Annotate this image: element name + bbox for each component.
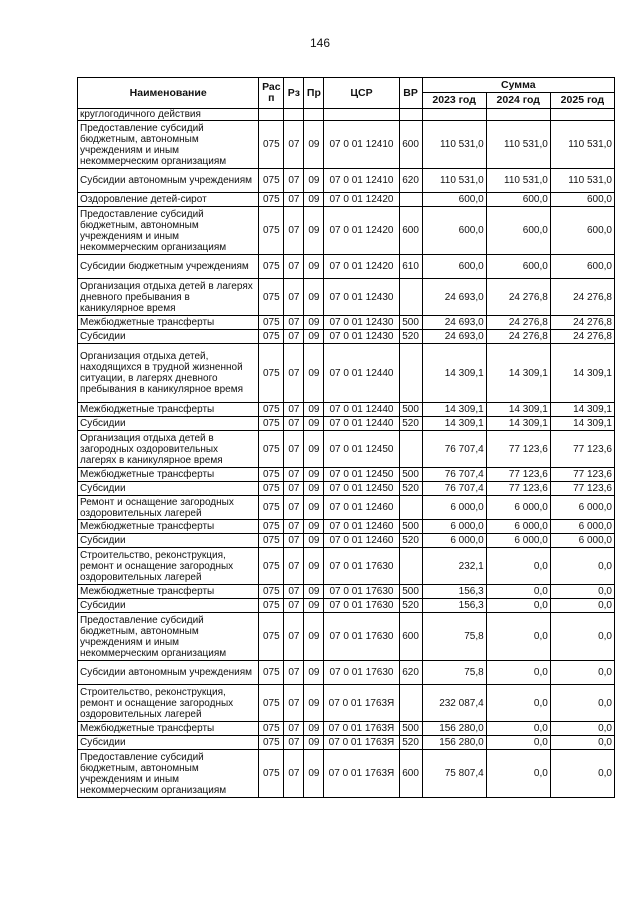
row-csr: 07 0 01 17630 — [324, 585, 399, 599]
row-rasp — [259, 109, 284, 121]
row-2023: 6 000,0 — [422, 496, 486, 520]
row-2024: 6 000,0 — [486, 534, 550, 548]
row-rz: 07 — [284, 613, 304, 661]
row-csr: 07 0 01 12460 — [324, 520, 399, 534]
header-rz: Рз — [284, 78, 304, 109]
row-rasp: 075 — [259, 685, 284, 722]
row-rz — [284, 109, 304, 121]
row-rz: 07 — [284, 316, 304, 330]
row-2025: 0,0 — [550, 685, 614, 722]
row-vr — [399, 685, 422, 722]
row-name: круглогодичного действия — [78, 109, 259, 121]
row-csr: 07 0 01 12440 — [324, 417, 399, 431]
row-pr: 09 — [304, 482, 324, 496]
row-rasp: 075 — [259, 193, 284, 207]
row-2025: 24 276,8 — [550, 279, 614, 316]
table-row — [78, 661, 615, 685]
row-2024: 600,0 — [486, 207, 550, 255]
row-2023: 14 309,1 — [422, 417, 486, 431]
row-pr: 09 — [304, 193, 324, 207]
table-row — [78, 193, 615, 207]
row-rz: 07 — [284, 207, 304, 255]
row-2025: 14 309,1 — [550, 403, 614, 417]
table-row — [78, 750, 615, 798]
table-row — [78, 736, 615, 750]
row-pr: 09 — [304, 496, 324, 520]
row-2024: 0,0 — [486, 750, 550, 798]
row-rz: 07 — [284, 193, 304, 207]
row-2024: 6 000,0 — [486, 496, 550, 520]
row-2025: 0,0 — [550, 548, 614, 585]
header-pr: Пр — [304, 78, 324, 109]
table-row — [78, 585, 615, 599]
row-2024: 110 531,0 — [486, 121, 550, 169]
row-pr: 09 — [304, 750, 324, 798]
row-2025: 24 276,8 — [550, 316, 614, 330]
table-row — [78, 548, 615, 585]
row-name: Межбюджетные трансферты — [78, 468, 259, 482]
table-row — [78, 431, 615, 468]
row-2025: 0,0 — [550, 599, 614, 613]
row-pr: 09 — [304, 431, 324, 468]
row-pr: 09 — [304, 417, 324, 431]
row-2025: 6 000,0 — [550, 534, 614, 548]
row-2023: 600,0 — [422, 207, 486, 255]
row-csr: 07 0 01 12430 — [324, 330, 399, 344]
row-name: Межбюджетные трансферты — [78, 585, 259, 599]
row-2024: 6 000,0 — [486, 520, 550, 534]
row-csr: 07 0 01 12440 — [324, 344, 399, 403]
row-rasp: 075 — [259, 431, 284, 468]
table-row — [78, 403, 615, 417]
row-name: Организация отдыха детей, находящихся в трудной жизненной ситуации, в лагерях дневного пребывания в каникулярное время — [78, 344, 259, 403]
row-rasp: 075 — [259, 736, 284, 750]
table-row — [78, 121, 615, 169]
row-2025: 0,0 — [550, 613, 614, 661]
row-pr: 09 — [304, 685, 324, 722]
row-pr: 09 — [304, 520, 324, 534]
row-name: Межбюджетные трансферты — [78, 316, 259, 330]
header-2025: 2025 год — [550, 93, 614, 109]
row-2023: 110 531,0 — [422, 169, 486, 193]
row-pr: 09 — [304, 403, 324, 417]
row-2023: 232,1 — [422, 548, 486, 585]
row-rasp: 075 — [259, 121, 284, 169]
row-2024: 0,0 — [486, 613, 550, 661]
row-name: Межбюджетные трансферты — [78, 722, 259, 736]
row-csr: 07 0 01 12450 — [324, 431, 399, 468]
row-2025: 14 309,1 — [550, 417, 614, 431]
row-2024: 600,0 — [486, 255, 550, 279]
row-2024 — [486, 109, 550, 121]
row-2025: 0,0 — [550, 722, 614, 736]
row-vr: 520 — [399, 534, 422, 548]
row-pr: 09 — [304, 661, 324, 685]
row-rz: 07 — [284, 496, 304, 520]
row-csr: 07 0 01 12420 — [324, 255, 399, 279]
row-2024: 0,0 — [486, 736, 550, 750]
row-rz: 07 — [284, 599, 304, 613]
row-csr: 07 0 01 12430 — [324, 279, 399, 316]
table-row — [78, 534, 615, 548]
row-csr: 07 0 01 1763Я — [324, 750, 399, 798]
row-vr: 600 — [399, 750, 422, 798]
row-csr: 07 0 01 17630 — [324, 548, 399, 585]
row-2025: 0,0 — [550, 736, 614, 750]
row-vr: 500 — [399, 468, 422, 482]
row-vr: 600 — [399, 207, 422, 255]
budget-table — [77, 77, 615, 798]
table-row — [78, 255, 615, 279]
row-rz: 07 — [284, 482, 304, 496]
header-vr: ВР — [399, 78, 422, 109]
row-2024: 24 276,8 — [486, 330, 550, 344]
table-row — [78, 613, 615, 661]
row-vr: 500 — [399, 520, 422, 534]
row-2023: 156 280,0 — [422, 722, 486, 736]
row-vr — [399, 496, 422, 520]
row-name: Предоставление субсидий бюджетным, автономным учреждениям и иным некоммерческим организациям — [78, 750, 259, 798]
header-2023: 2023 год — [422, 93, 486, 109]
row-rasp: 075 — [259, 722, 284, 736]
row-2025: 110 531,0 — [550, 169, 614, 193]
row-vr: 500 — [399, 403, 422, 417]
row-pr: 09 — [304, 169, 324, 193]
row-pr: 09 — [304, 344, 324, 403]
row-2025: 600,0 — [550, 193, 614, 207]
row-rz: 07 — [284, 534, 304, 548]
row-pr: 09 — [304, 330, 324, 344]
row-2023: 600,0 — [422, 193, 486, 207]
row-rz: 07 — [284, 661, 304, 685]
row-rz: 07 — [284, 585, 304, 599]
row-rasp: 075 — [259, 279, 284, 316]
row-2024: 0,0 — [486, 599, 550, 613]
header-rasp: Рас п — [259, 78, 284, 109]
row-vr — [399, 109, 422, 121]
row-2025: 0,0 — [550, 750, 614, 798]
table-row — [78, 417, 615, 431]
row-2023: 75,8 — [422, 613, 486, 661]
row-rz: 07 — [284, 431, 304, 468]
row-vr: 520 — [399, 736, 422, 750]
row-name: Субсидии — [78, 599, 259, 613]
row-csr: 07 0 01 1763Я — [324, 736, 399, 750]
row-rz: 07 — [284, 169, 304, 193]
row-2024: 0,0 — [486, 722, 550, 736]
row-rz: 07 — [284, 722, 304, 736]
row-vr — [399, 548, 422, 585]
row-rz: 07 — [284, 344, 304, 403]
row-csr — [324, 109, 399, 121]
row-2023: 76 707,4 — [422, 482, 486, 496]
row-2023: 75,8 — [422, 661, 486, 685]
row-2023: 6 000,0 — [422, 520, 486, 534]
row-2023 — [422, 109, 486, 121]
row-vr: 520 — [399, 599, 422, 613]
row-2025: 600,0 — [550, 207, 614, 255]
row-name: Ремонт и оснащение загородных оздоровительных лагерей — [78, 496, 259, 520]
row-name: Оздоровление детей-сирот — [78, 193, 259, 207]
row-2025: 0,0 — [550, 585, 614, 599]
table-body — [78, 109, 615, 798]
row-csr: 07 0 01 17630 — [324, 613, 399, 661]
row-csr: 07 0 01 12420 — [324, 207, 399, 255]
row-vr — [399, 193, 422, 207]
row-csr: 07 0 01 12410 — [324, 121, 399, 169]
row-pr: 09 — [304, 534, 324, 548]
row-2025: 77 123,6 — [550, 468, 614, 482]
row-name: Субсидии — [78, 736, 259, 750]
row-rasp: 075 — [259, 316, 284, 330]
row-2024: 0,0 — [486, 548, 550, 585]
row-2025: 6 000,0 — [550, 496, 614, 520]
row-pr: 09 — [304, 279, 324, 316]
row-rz: 07 — [284, 685, 304, 722]
row-csr: 07 0 01 12440 — [324, 403, 399, 417]
row-rz: 07 — [284, 468, 304, 482]
row-rasp: 075 — [259, 482, 284, 496]
row-csr: 07 0 01 1763Я — [324, 722, 399, 736]
table-row — [78, 520, 615, 534]
row-rz: 07 — [284, 279, 304, 316]
row-2024: 77 123,6 — [486, 431, 550, 468]
row-2023: 24 693,0 — [422, 316, 486, 330]
row-rasp: 075 — [259, 613, 284, 661]
row-name: Субсидии автономным учреждениям — [78, 661, 259, 685]
row-2024: 0,0 — [486, 685, 550, 722]
row-rz: 07 — [284, 121, 304, 169]
row-vr: 620 — [399, 169, 422, 193]
row-csr: 07 0 01 12410 — [324, 169, 399, 193]
header-sum: Сумма — [422, 78, 614, 93]
row-pr: 09 — [304, 613, 324, 661]
row-name: Межбюджетные трансферты — [78, 403, 259, 417]
row-vr: 620 — [399, 661, 422, 685]
row-2023: 75 807,4 — [422, 750, 486, 798]
row-2024: 77 123,6 — [486, 482, 550, 496]
table-row — [78, 344, 615, 403]
row-name: Предоставление субсидий бюджетным, автономным учреждениям и иным некоммерческим организациям — [78, 207, 259, 255]
row-rasp: 075 — [259, 534, 284, 548]
row-rasp: 075 — [259, 417, 284, 431]
table-row — [78, 169, 615, 193]
row-rasp: 075 — [259, 169, 284, 193]
row-vr — [399, 279, 422, 316]
row-rz: 07 — [284, 417, 304, 431]
table-row — [78, 685, 615, 722]
row-pr: 09 — [304, 722, 324, 736]
row-2023: 24 693,0 — [422, 279, 486, 316]
row-name: Организация отдыха детей в загородных оздоровительных лагерях в каникулярное время — [78, 431, 259, 468]
row-2023: 24 693,0 — [422, 330, 486, 344]
row-rasp: 075 — [259, 661, 284, 685]
row-name: Субсидии — [78, 417, 259, 431]
table-row — [78, 316, 615, 330]
row-2023: 600,0 — [422, 255, 486, 279]
row-2024: 110 531,0 — [486, 169, 550, 193]
row-pr: 09 — [304, 468, 324, 482]
row-vr: 500 — [399, 722, 422, 736]
row-2025: 110 531,0 — [550, 121, 614, 169]
table-row — [78, 330, 615, 344]
table-row — [78, 482, 615, 496]
row-csr: 07 0 01 12450 — [324, 482, 399, 496]
row-vr: 600 — [399, 613, 422, 661]
row-csr: 07 0 01 12460 — [324, 496, 399, 520]
row-rasp: 075 — [259, 255, 284, 279]
row-pr: 09 — [304, 207, 324, 255]
row-name: Строительство, реконструкция, ремонт и оснащение загородных оздоровительных лагерей — [78, 548, 259, 585]
row-2023: 76 707,4 — [422, 468, 486, 482]
row-csr: 07 0 01 12420 — [324, 193, 399, 207]
row-pr: 09 — [304, 548, 324, 585]
row-name: Субсидии — [78, 330, 259, 344]
row-vr: 520 — [399, 417, 422, 431]
table-row — [78, 599, 615, 613]
row-rasp: 075 — [259, 750, 284, 798]
row-pr: 09 — [304, 599, 324, 613]
row-2025: 6 000,0 — [550, 520, 614, 534]
row-rz: 07 — [284, 255, 304, 279]
header-name: Наименование — [78, 78, 259, 109]
row-2024: 14 309,1 — [486, 344, 550, 403]
table-row — [78, 109, 615, 121]
row-name: Субсидии бюджетным учреждениям — [78, 255, 259, 279]
row-csr: 07 0 01 1763Я — [324, 685, 399, 722]
row-rz: 07 — [284, 330, 304, 344]
row-rasp: 075 — [259, 330, 284, 344]
row-2024: 24 276,8 — [486, 316, 550, 330]
table-row — [78, 468, 615, 482]
row-vr: 600 — [399, 121, 422, 169]
row-rasp: 075 — [259, 496, 284, 520]
row-rasp: 075 — [259, 520, 284, 534]
row-rz: 07 — [284, 403, 304, 417]
row-rasp: 075 — [259, 548, 284, 585]
row-vr: 520 — [399, 330, 422, 344]
row-rasp: 075 — [259, 468, 284, 482]
row-2024: 600,0 — [486, 193, 550, 207]
row-rz: 07 — [284, 548, 304, 585]
row-2024: 24 276,8 — [486, 279, 550, 316]
row-2025: 77 123,6 — [550, 431, 614, 468]
row-pr — [304, 109, 324, 121]
row-2023: 156 280,0 — [422, 736, 486, 750]
row-2024: 0,0 — [486, 661, 550, 685]
row-name: Межбюджетные трансферты — [78, 520, 259, 534]
row-vr — [399, 344, 422, 403]
row-2024: 0,0 — [486, 585, 550, 599]
row-pr: 09 — [304, 736, 324, 750]
row-2025: 14 309,1 — [550, 344, 614, 403]
row-pr: 09 — [304, 121, 324, 169]
row-rz: 07 — [284, 520, 304, 534]
row-name: Организация отдыха детей в лагерях дневного пребывания в каникулярное время — [78, 279, 259, 316]
row-2023: 14 309,1 — [422, 344, 486, 403]
row-csr: 07 0 01 12460 — [324, 534, 399, 548]
row-csr: 07 0 01 12430 — [324, 316, 399, 330]
row-2025: 77 123,6 — [550, 482, 614, 496]
table-row — [78, 496, 615, 520]
row-rz: 07 — [284, 736, 304, 750]
header-2024: 2024 год — [486, 93, 550, 109]
row-rasp: 075 — [259, 344, 284, 403]
row-pr: 09 — [304, 585, 324, 599]
row-rasp: 075 — [259, 207, 284, 255]
row-2025 — [550, 109, 614, 121]
row-name: Субсидии — [78, 534, 259, 548]
row-name: Предоставление субсидий бюджетным, автономным учреждениям и иным некоммерческим организациям — [78, 121, 259, 169]
row-name: Субсидии — [78, 482, 259, 496]
row-rasp: 075 — [259, 585, 284, 599]
row-2025: 24 276,8 — [550, 330, 614, 344]
row-name: Предоставление субсидий бюджетным, автономным учреждениям и иным некоммерческим организациям — [78, 613, 259, 661]
row-csr: 07 0 01 17630 — [324, 599, 399, 613]
row-vr — [399, 431, 422, 468]
table-row — [78, 279, 615, 316]
row-2023: 232 087,4 — [422, 685, 486, 722]
row-rasp: 075 — [259, 599, 284, 613]
row-2025: 600,0 — [550, 255, 614, 279]
row-vr: 610 — [399, 255, 422, 279]
row-2024: 14 309,1 — [486, 417, 550, 431]
row-pr: 09 — [304, 255, 324, 279]
table-row — [78, 207, 615, 255]
table-row — [78, 722, 615, 736]
row-csr: 07 0 01 12450 — [324, 468, 399, 482]
row-2023: 6 000,0 — [422, 534, 486, 548]
row-2024: 77 123,6 — [486, 468, 550, 482]
row-2023: 156,3 — [422, 585, 486, 599]
row-rz: 07 — [284, 750, 304, 798]
header-csr: ЦСР — [324, 78, 399, 109]
row-2023: 156,3 — [422, 599, 486, 613]
row-vr: 500 — [399, 316, 422, 330]
row-vr: 520 — [399, 482, 422, 496]
row-2023: 76 707,4 — [422, 431, 486, 468]
row-2025: 0,0 — [550, 661, 614, 685]
row-2024: 14 309,1 — [486, 403, 550, 417]
row-name: Субсидии автономным учреждениям — [78, 169, 259, 193]
row-vr: 500 — [399, 585, 422, 599]
row-csr: 07 0 01 17630 — [324, 661, 399, 685]
row-2023: 14 309,1 — [422, 403, 486, 417]
row-pr: 09 — [304, 316, 324, 330]
row-name: Строительство, реконструкция, ремонт и оснащение загородных оздоровительных лагерей — [78, 685, 259, 722]
row-2023: 110 531,0 — [422, 121, 486, 169]
page-number: 146 — [309, 36, 331, 50]
row-rasp: 075 — [259, 403, 284, 417]
